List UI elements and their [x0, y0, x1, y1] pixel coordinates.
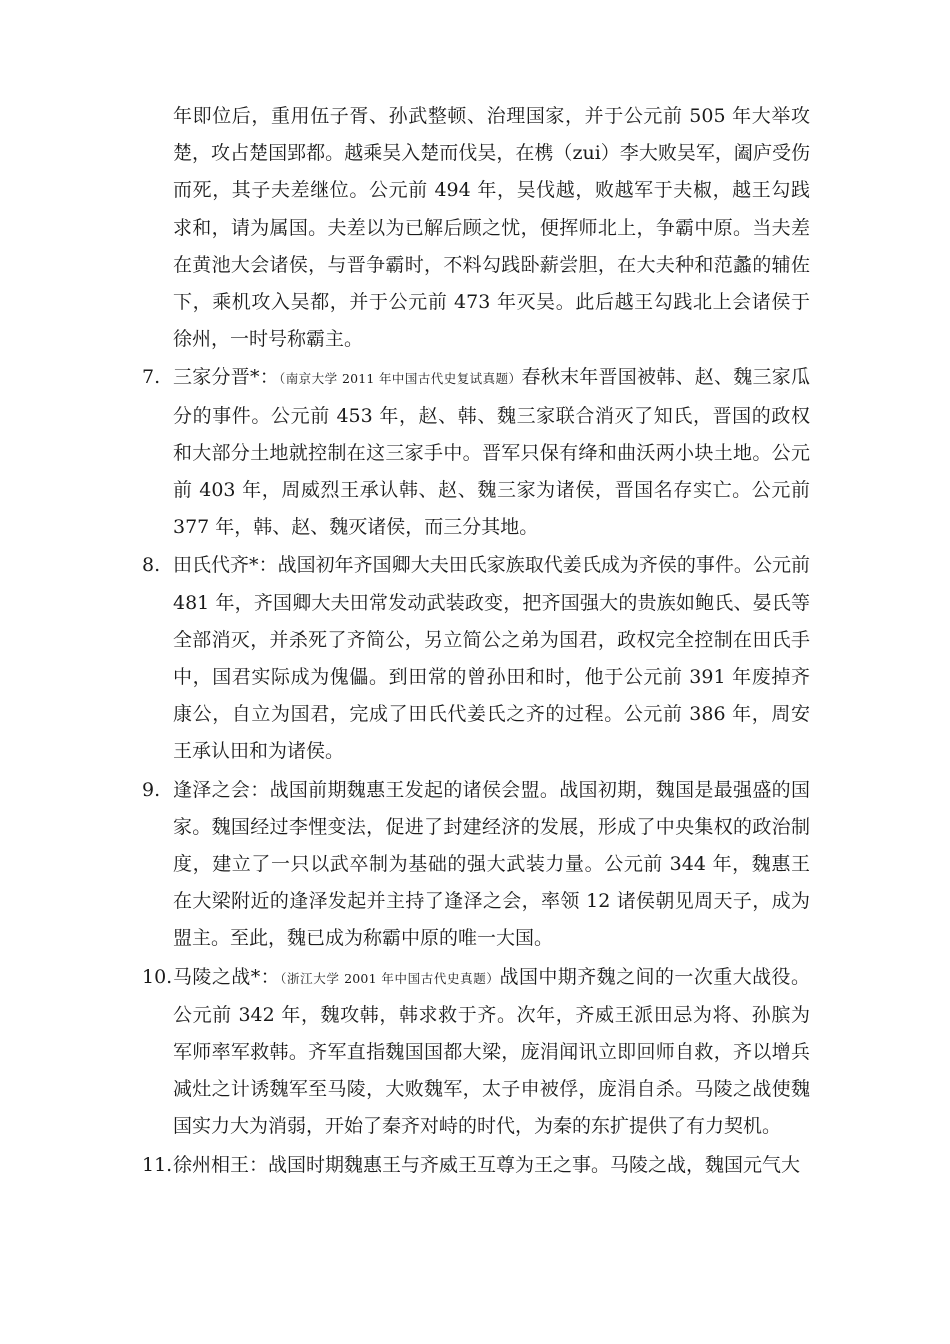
item-term: 逢泽之会：: [173, 778, 270, 801]
continuation-paragraph: [142, 98, 810, 358]
item-source: （浙江大学 2001 年中国古代史真题）: [280, 970, 500, 986]
continuation-text: 年即位后，重用伍子胥、孙武整顿、治理国家，并于公元前 505 年大举攻楚，攻占楚国郢都。越乘吴入楚而伐吴，在槜（zui）李大败吴军，阖庐受伤而死，其子夫差继位。公元前 494 年，吴伐越，败越军于夫椒，越王勾践求和，请为属国。夫差以为已解后顾之忧，便挥师北上，争霸中原。当夫差在黄池大会诸侯，与晋争霸时，不料勾践卧薪尝胆，在大夫种和范蠡的辅佐下，乘机攻入吴都，并于公元前 473 年灭吴。此后越王勾践北上会诸侯于徐州，一时号称霸主。: [173, 105, 810, 351]
list-item: [142, 959, 810, 1146]
item-number: 8.: [142, 554, 161, 577]
item-number: 10.: [142, 965, 173, 988]
item-number: 11.: [142, 1153, 173, 1176]
list-item: [142, 1147, 810, 1184]
list-item: [142, 547, 810, 770]
item-text: 战国初年齐国卿大夫田氏家族取代姜氏成为齐侯的事件。公元前 481 年，齐国卿大夫田常发动武装政变，把齐国强大的贵族如鲍氏、晏氏等全部消灭，并杀死了齐简公，另立简公之弟为国君，政权完全控制在田氏手中，国君实际成为傀儡。到田常的曾孙田和时，他于公元前 391 年废掉齐康公，自立为国君，完成了田氏代姜氏之齐的过程。公元前 386 年，周安王承认田和为诸侯。: [173, 554, 810, 763]
item-term: 马陵之战*：: [173, 965, 281, 988]
item-number: 7.: [142, 366, 161, 389]
item-source: （南京大学 2011 年中国古代史复试真题）: [279, 371, 522, 387]
list-item: [142, 359, 810, 546]
item-text: 战国中期齐魏之间的一次重大战役。公元前 342 年，魏攻韩，韩求救于齐。次年，齐威王派田忌为将、孙膑为军师率军救韩。齐军直指魏国国都大梁，庞涓闻讯立即回师自救，齐以增兵减灶之计诱魏军至马陵，大败魏军，太子申被俘，庞涓自杀。马陵之战使魏国实力大为消弱，开始了秦齐对峙的时代，为秦的东扩提供了有力契机。: [173, 965, 810, 1138]
item-text: 战国前期魏惠王发起的诸侯会盟。战国初期，魏国是最强盛的国家。魏国经过李悝变法，促进了封建经济的发展，形成了中央集权的政治制度，建立了一只以武卒制为基础的强大武装力量。公元前 344 年，魏惠王在大梁附近的逢泽发起并主持了逢泽之会，率领 12 诸侯朝见周天子，成为盟主。至此，魏已成为称霸中原的唯一大国。: [173, 778, 810, 950]
item-text: 战国时期魏惠王与齐威王互尊为王之事。马陵之战，魏国元气大: [268, 1153, 801, 1176]
item-text: 春秋末年晋国被韩、赵、魏三家瓜分的事件。公元前 453 年，赵、韩、魏三家联合消灭了知氏，晋国的政权和大部分土地就控制在这三家手中。晋军只保有绛和曲沃两小块土地。公元前 403 年，周威烈王承认韩、赵、魏三家为诸侯，晋国名存实亡。公元前 377 年，韩、赵、魏灭诸侯，而三分其地。: [173, 366, 810, 539]
item-term: 徐州相王：: [173, 1153, 269, 1176]
document-body: [142, 98, 810, 1185]
item-term: 三家分晋*：: [173, 366, 280, 389]
item-number: 9.: [142, 778, 161, 801]
list-item: [142, 772, 810, 958]
item-term: 田氏代齐*：: [173, 554, 278, 577]
